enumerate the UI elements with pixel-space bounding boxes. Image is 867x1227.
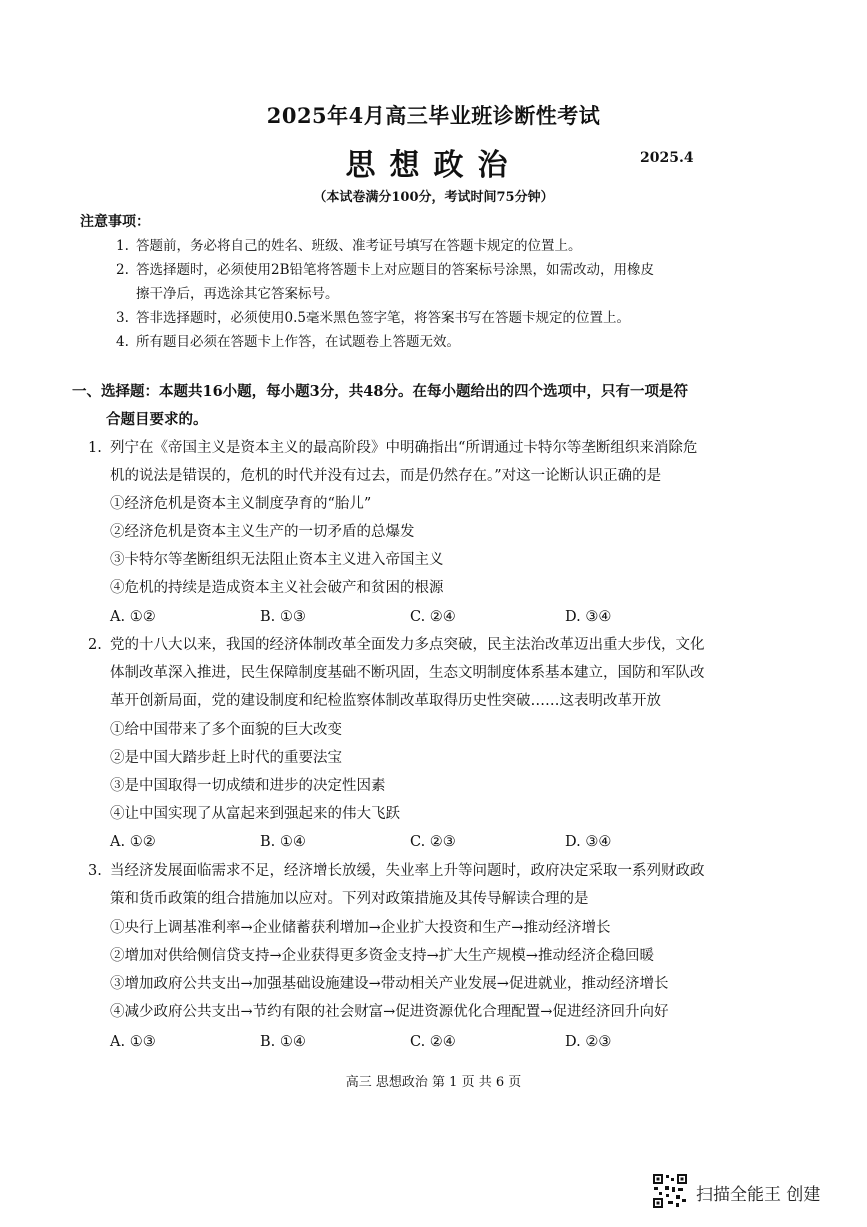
choice-a: A. ①② — [110, 834, 156, 850]
question-1-option: ②经济危机是资本主义生产的一切矛盾的总爆发 — [110, 524, 415, 540]
question-3-option: ①央行上调基准利率→企业储蓄获利增加→企业扩大投资和生产→推动经济增长 — [110, 920, 611, 936]
question-1-stem: 1. 列宁在《帝国主义是资本主义的最高阶段》中明确指出“所谓通过卡特尔等垄断组织来消除危 机的说法是错误的，危机的时代并没有过去，而是仍然存在。”对这一论断认识正确的是 — [88, 440, 698, 484]
question-3-option: ③增加政府公共支出→加强基础设施建设→带动相关产业发展→促进就业，推动经济增长 — [110, 976, 669, 992]
question-1-option: ③卡特尔等垄断组织无法阻止资本主义进入帝国主义 — [110, 552, 444, 568]
section-heading: 一、选择题：本题共16小题，每小题3分，共48分。在每小题给出的四个选项中，只有一项是符 合题目要求的。 — [72, 383, 688, 428]
question-2-stem: 2. 党的十八大以来，我国的经济体制改革全面发力多点突破，民主法治改革迈出重大步伐，文化 体制改革深入推进，民生保障制度基础不断巩固，生态文明制度体系基本建立，国防和军队改 革开创新局面，党的建设制度和纪检监察体制改革取得历史性突破……这表明改革开放 — [88, 637, 705, 709]
note-item: 3. 答非选择题时，必须使用0.5毫米黑色签字笔，将答案书写在答题卡规定的位置上。 — [116, 310, 630, 326]
choice-a: A. ①③ — [110, 1034, 156, 1050]
note-item: 2. 答选择题时，必须使用2B铅笔将答题卡上对应题目的答案标号涂黑，如需改动，用橡皮 擦干净后，再选涂其它答案标号。 — [116, 262, 655, 302]
question-2-choices — [110, 828, 710, 856]
question-1-option: ①经济危机是资本主义制度孕育的“胎儿” — [110, 496, 372, 512]
question-2-option: ③是中国取得一切成绩和进步的决定性因素 — [110, 778, 386, 794]
question-1-choices — [110, 603, 710, 631]
question-3-stem: 3. 当经济发展面临需求不足，经济增长放缓，失业率上升等问题时，政府决定采取一系列财政政 策和货币政策的组合措施加以应对。下列对政策措施及其传导解读合理的是 — [88, 863, 705, 907]
note-item: 1. 答题前，务必将自己的姓名、班级、准考证号填写在答题卡规定的位置上。 — [116, 238, 582, 254]
question-1-option: ④危机的持续是造成资本主义社会破产和贫困的根源 — [110, 580, 444, 596]
scanner-watermark: 扫描全能王 创建 — [696, 1185, 821, 1205]
choice-b: B. ①④ — [260, 1034, 306, 1050]
question-2-option: ②是中国大踏步赶上时代的重要法宝 — [110, 750, 342, 766]
exam-title: 2025年4月高三毕业班诊断性考试 — [266, 103, 601, 128]
notes-heading: 注意事项： — [80, 214, 150, 230]
choice-b: B. ①③ — [260, 609, 306, 625]
question-2-option: ④让中国实现了从富起来到强起来的伟大飞跃 — [110, 806, 400, 822]
choice-d: D. ③④ — [565, 834, 612, 850]
choice-c: C. ②④ — [410, 1034, 456, 1050]
question-3-choices — [110, 1028, 710, 1056]
qr-code-icon — [652, 1173, 688, 1209]
question-3-option: ②增加对供给侧信贷支持→企业获得更多资金支持→扩大生产规模→推动经济企稳回暖 — [110, 948, 654, 964]
exam-meta: （本试卷满分100分，考试时间75分钟） — [313, 190, 554, 205]
choice-b: B. ①④ — [260, 834, 306, 850]
note-item: 4. 所有题目必须在答题卡上作答，在试题卷上答题无效。 — [116, 334, 460, 350]
exam-date: 2025.4 — [640, 150, 694, 166]
question-3-option: ④减少政府公共支出→节约有限的社会财富→促进资源优化合理配置→促进经济回升向好 — [110, 1004, 669, 1020]
subject-title: 思想政治 — [345, 148, 522, 183]
choice-d: D. ③④ — [565, 609, 612, 625]
choice-c: C. ②④ — [410, 609, 456, 625]
choice-a: A. ①② — [110, 609, 156, 625]
page-footer: 高三 思想政治 第 1 页 共 6 页 — [345, 1075, 522, 1090]
choice-d: D. ②③ — [565, 1034, 612, 1050]
choice-c: C. ②③ — [410, 834, 456, 850]
question-2-option: ①给中国带来了多个面貌的巨大改变 — [110, 722, 342, 738]
